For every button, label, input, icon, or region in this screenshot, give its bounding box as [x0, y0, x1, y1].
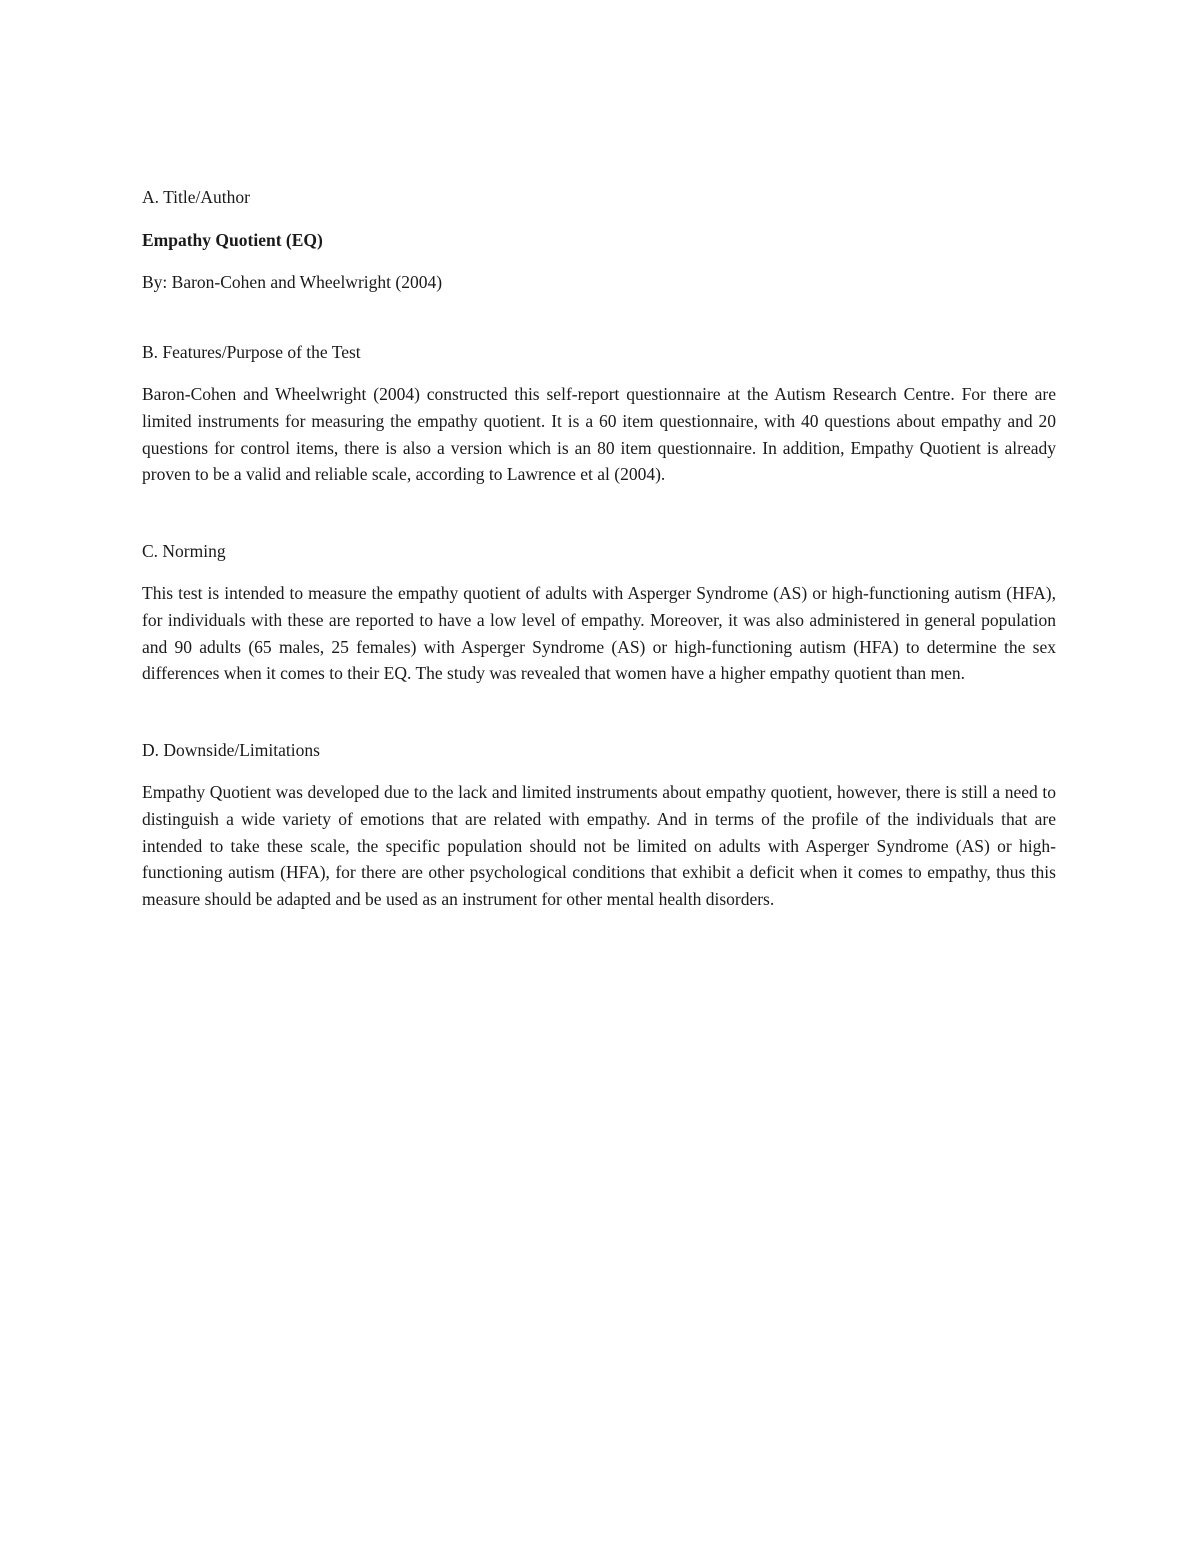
section-heading-norming: C. Norming — [142, 540, 226, 561]
section-norming — [142, 538, 1056, 687]
section-heading-title-author: A. Title/Author — [142, 187, 250, 207]
document-body — [142, 184, 1056, 912]
document-title: Empathy Quotient (EQ) — [142, 229, 323, 250]
section-title-author — [142, 184, 1056, 296]
section-heading-downside-limitations: D. Downside/Limitations — [142, 739, 320, 760]
section-features-purpose — [142, 339, 1056, 488]
author-byline: By: Baron-Cohen and Wheelwright (2004) — [142, 272, 443, 293]
features-purpose-paragraph: Baron-Cohen and Wheelwright (2004) constructed this self-report questionnaire at the Autism Research Centre. For there are limited instruments for measuring the empathy quotient. It is a 60 item questionnaire, with 40 questions about empathy and 20 questions for control items, there is also a version which is an 80 item questionnaire. In addition, Empathy Quotient is already proven to be a valid and reliable scale, according to Lawrence et al (2004). — [142, 384, 1056, 485]
section-heading-features-purpose: B. Features/Purpose of the Test — [142, 341, 361, 362]
norming-paragraph: This test is intended to measure the empathy quotient of adults with Asperger Syndrome (AS) or high-functioning autism (HFA), for individuals with these are reported to have a low level of empathy. Moreover, it was also administered in general population and 90 adults (65 males, 25 females) with Asperger Syndrome (AS) or high-functioning autism (HFA) to determine the sex differences when it comes to their EQ. The study was revealed that women have a higher empathy quotient than men. — [142, 583, 1056, 684]
downside-limitations-paragraph: Empathy Quotient was developed due to the lack and limited instruments about empathy quotient, however, there is still a need to distinguish a wide variety of emotions that are related with empathy. And in terms of the profile of the individuals that are intended to take these scale, the specific population should not be limited on adults with Asperger Syndrome (AS) or high-functioning autism (HFA), for there are other psychological conditions that exhibit a deficit when it comes to empathy, thus this measure should be adapted and be used as an instrument for other mental health disorders. — [142, 782, 1056, 909]
section-downside-limitations — [142, 737, 1056, 913]
